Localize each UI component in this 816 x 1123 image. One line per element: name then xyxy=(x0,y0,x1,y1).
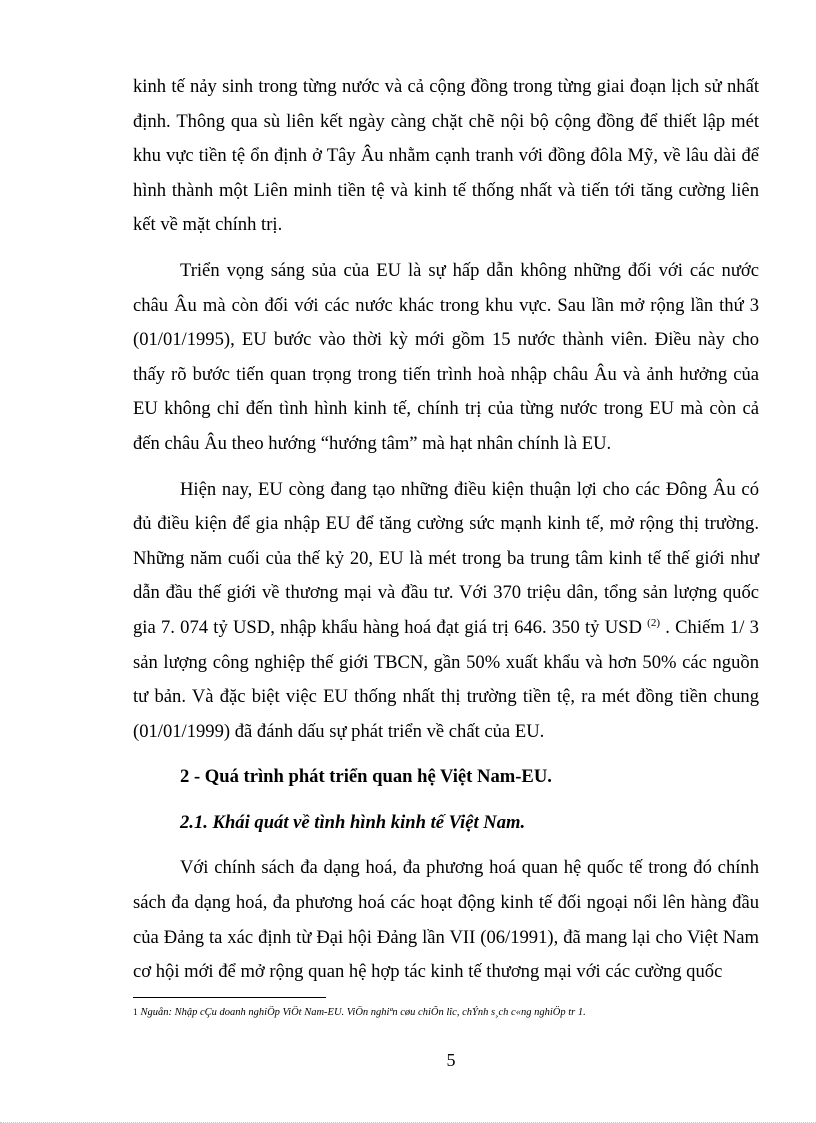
paragraph-3-continuation: . Chiếm 1/ 3 sản lượng công nghiệp thế giới TBCN, gần 50% xuất khẩu và hơn 50% các nguồn tư bản. Và đặc biệt việc EU thống nhất thị trường tiền tệ, ra mét đồng tiền chung (01/01/1999) đã đánh dấu sự phát triển về chất của EU. xyxy=(133,616,759,742)
paragraph-3-text: Hiện nay, EU còng đang tạo những điều kiện thuận lợi cho các Đông Âu có đủ điều kiện để gia nhập EU để tăng cường sức mạnh kinh tế, mở rộng thị trường. Những năm cuối của thế kỷ 20, EU là mét trong ba trung tâm kinh tế thế giới như dẫn đầu thế giới về thương mại và đầu tư. Với 370 triệu dân, tổng sản lượng quốc gia 7. 074 tỷ USD, nhập khẩu hàng hoá đạt giá trị 646. 350 tỷ USD xyxy=(133,478,759,638)
paragraph-3 xyxy=(133,473,759,750)
footnote-number: 1 xyxy=(133,1007,138,1017)
reference-mark: (2) xyxy=(647,616,660,629)
subsection-heading: 2.1. Khái quát về tình hình kinh tế Việt Nam. xyxy=(180,811,526,833)
paragraph-2: Triển vọng sáng sủa của EU là sự hấp dẫn không những đối với các nước châu Âu mà còn đối với các nước khác trong khu vực. Sau lần mở rộng lần thứ 3 (01/01/1995), EU bước vào thời kỳ mới gồm 15 nước thành viên. Điều này cho thấy rõ bước tiến quan trọng trong tiến trình hoà nhập châu Âu và ảnh hưởng của EU không chỉ đến tình hình kinh tế, chính trị của từng nước trong EU mà còn cả đến châu Âu theo hướng “hướng tâm” mà hạt nhân chính là EU. xyxy=(133,259,759,454)
section-heading: 2 - Quá trình phát triển quan hệ Việt Nam-EU. xyxy=(180,766,552,788)
footnote-separator xyxy=(133,997,326,998)
footnote-text: Nguån: Nhập cÇu doanh nghiÖp ViÖt Nam-EU. ViÖn nghiªn cøu chiÕn lîc, chÝnh s¸ch c«ng nghiÖp tr 1. xyxy=(140,1007,586,1018)
footnote xyxy=(133,1005,773,1020)
page-number: 5 xyxy=(446,1050,456,1070)
paragraph-1: kinh tế nảy sinh trong từng nước và cả cộng đồng trong từng giai đoạn lịch sử nhất định. Thông qua sù liên kết ngày càng chặt chẽ nội bộ cộng đồng để thiết lập mét khu vực tiền tệ ổn định ở Tây Âu nhằm cạnh tranh với đồng đôla Mỹ, về lâu dài để hình thành một Liên minh tiền tệ và kinh tế thống nhất và tiến tới tăng cường liên kết về mặt chính trị. xyxy=(133,76,759,236)
paragraph-4: Với chính sách đa dạng hoá, đa phương hoá quan hệ quốc tế trong đó chính sách đa dạng hoá, đa phương hoá các hoạt động kinh tế đối ngoại nổi lên hàng đầu của Đảng ta xác định từ Đại hội Đảng lần VII (06/1991), đã mang lại cho Việt Nam cơ hội mới để mở rộng quan hệ hợp tác kinh tế thương mại với các cường quốc xyxy=(133,857,759,983)
body-text xyxy=(133,70,759,1001)
